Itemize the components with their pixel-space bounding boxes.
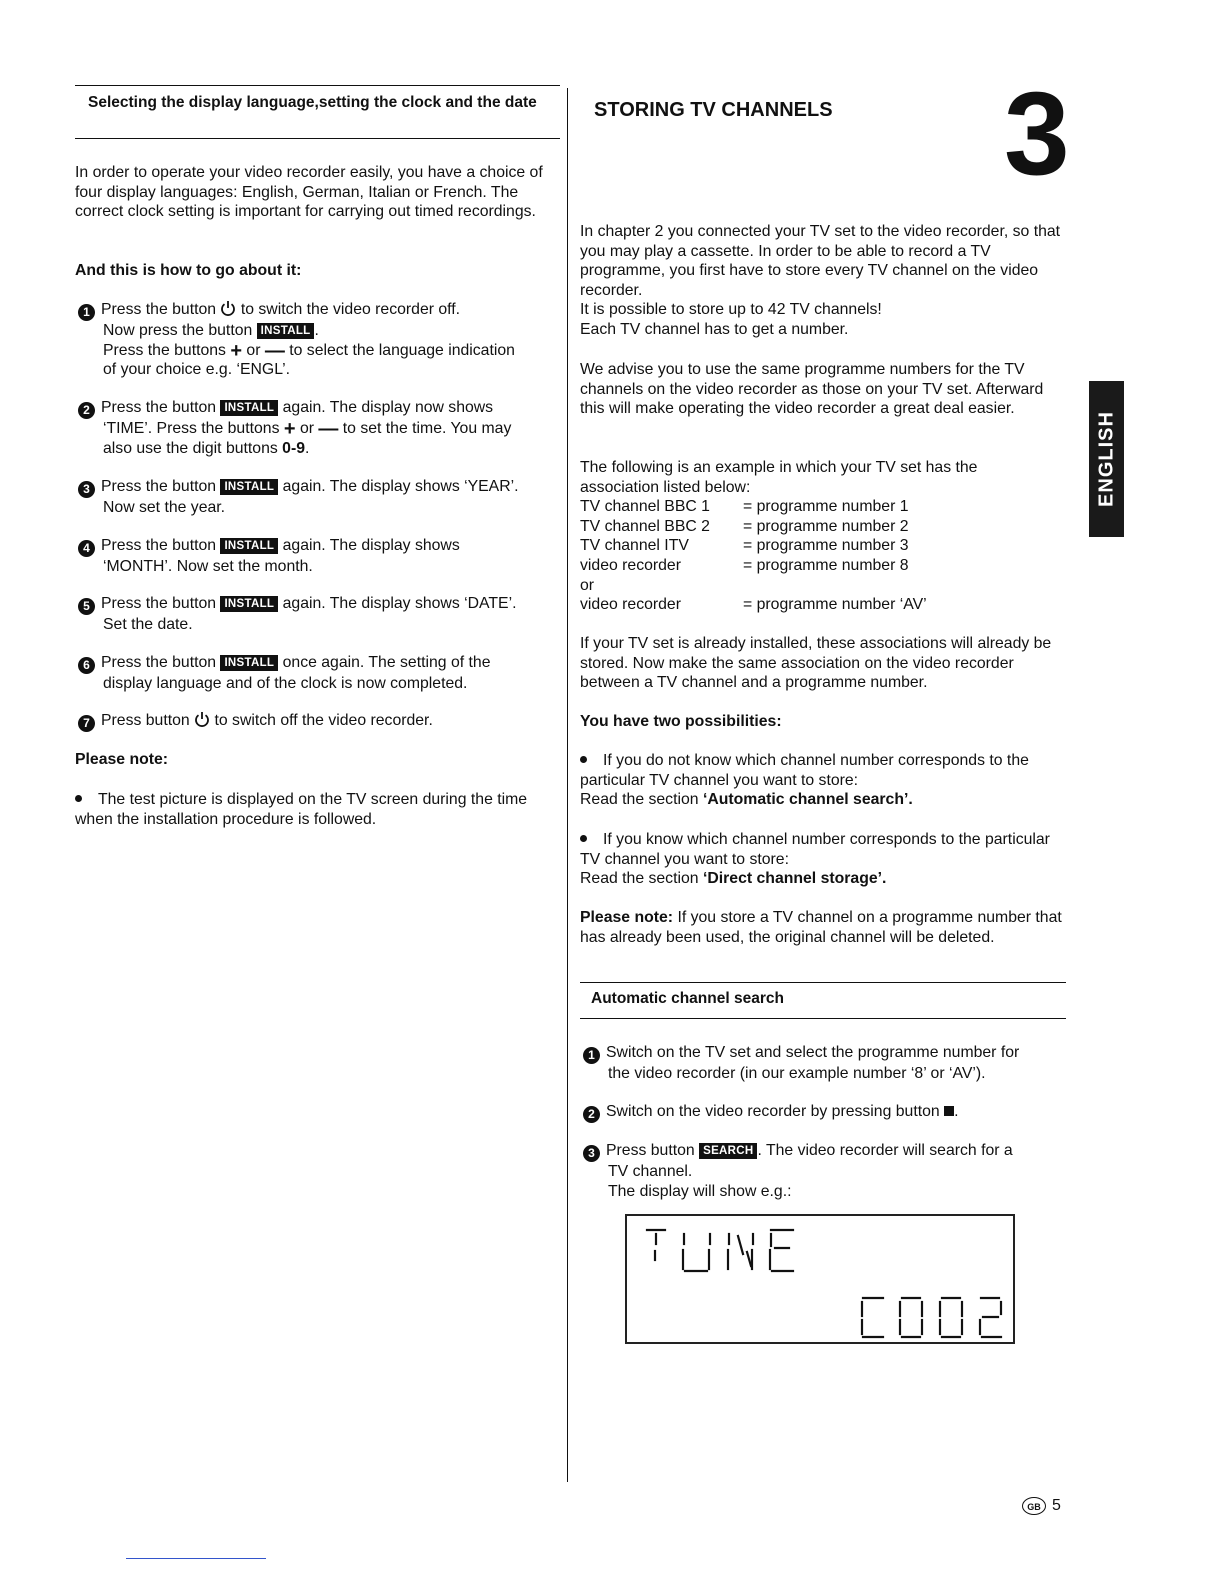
left-intro: In order to operate your video recorder easily, you have a choice of four display languages: English, German, Italian or French. The correct clock setting is important for carrying out timed recordings. [75, 164, 543, 221]
auto-section-bottom-rule [580, 1018, 1066, 1019]
power-icon [194, 711, 210, 728]
auto-step-2: 2 Switch on the video recorder by pressing button . [583, 1102, 1073, 1123]
association-row: TV channel BBC 2 = programme number 2 [580, 517, 909, 535]
right-please-note: Please note: If you store a TV channel on a programme number that has already been used, the original channel will be deleted. [580, 909, 1062, 946]
association-row: TV channel BBC 1 = programme number 1 [580, 498, 909, 516]
left-note-title: Please note: [75, 751, 169, 768]
association-block: The following is an example in which your TV set has the association listed below: TV channel BBC 1 = programme number 1 TV channel BBC 2 = programme number 2 TV channel ITV = programme number 3 video recorder = programme number 8 or video recorder = programme number ‘AV’ [580, 458, 1060, 615]
search-key: SEARCH [699, 1143, 757, 1159]
country-badge: GB [1022, 1497, 1046, 1515]
step-number-3: 3 [583, 1145, 600, 1162]
step-number-5: 5 [78, 598, 95, 615]
vcr-display [625, 1214, 1015, 1344]
association-row: video recorder = programme number 8 [580, 556, 909, 574]
power-icon [220, 300, 236, 317]
minus-key: — [318, 418, 339, 440]
step-number-7: 7 [78, 715, 95, 732]
right-installed-note: If your TV set is already installed, these associations will already be stored. Now make the same association on the video recorder between a TV channel and a programme number. [580, 635, 1052, 692]
plus-key: + [230, 339, 243, 362]
right-title: STORING TV CHANNELS [594, 99, 833, 121]
page-number: 5 [1052, 1497, 1061, 1514]
display-line-1 [647, 1230, 793, 1271]
auto-step-3: 3 Press button SEARCH . The video recorder will search for a TV channel. The display will show e.g.: [583, 1141, 1073, 1201]
right-intro: In chapter 2 you connected your TV set to the video recorder, so that you may play a cassette. In order to be able to record a TV programme, you first have to store every TV channel on the video recorder. It is possible to store up to 42 TV channels! Each TV channel has to get a number. [580, 223, 1061, 338]
auto-section-top-rule [580, 982, 1066, 983]
association-row: TV channel ITV = programme number 3 [580, 537, 909, 555]
option-direct: If you know which channel number corresponds to the particular TV channel you want to store: Read the section ‘Direct channel storage’. [580, 831, 1050, 888]
bullet-icon [580, 756, 587, 763]
step-number-4: 4 [78, 540, 95, 557]
left-section-top-rule [75, 85, 560, 86]
bottom-link-line [126, 1558, 266, 1559]
language-tab-label: ENGLISH [1095, 411, 1117, 507]
left-step-5: 5 Press the button INSTALL again. The display shows ‘DATE’. Set the date. [78, 594, 568, 635]
step-number-6: 6 [78, 657, 95, 674]
plus-key: + [283, 418, 296, 440]
left-howto: And this is how to go about it: [75, 262, 302, 279]
step-number-3: 3 [78, 481, 95, 498]
option-automatic: If you do not know which channel number corresponds to the particular TV channel you want to store: Read the section ‘Automatic channel search’. [580, 752, 1029, 809]
language-tab [1089, 381, 1124, 537]
left-note: The test picture is displayed on the TV screen during the time when the installation procedure is followed. [75, 791, 528, 828]
left-step-3: 3 Press the button INSTALL again. The display shows ‘YEAR’. Now set the year. [78, 477, 568, 518]
auto-step-1: 1 Switch on the TV set and select the programme number for the video recorder (in our example number ‘8’ or ‘AV’). [583, 1043, 1073, 1084]
display-line-2 [862, 1298, 1001, 1337]
install-key: INSTALL [220, 596, 278, 612]
install-key: INSTALL [220, 655, 278, 671]
step-number-1: 1 [78, 304, 95, 321]
install-key: INSTALL [220, 400, 278, 416]
association-row: video recorder = programme number ‘AV’ [580, 596, 927, 614]
left-step-6: 6 Press the button INSTALL once again. The setting of the display language and of the clock is now completed. [78, 653, 568, 694]
possibilities-heading: You have two possibilities: [580, 713, 782, 730]
bullet-icon [580, 835, 587, 842]
install-key: INSTALL [220, 538, 278, 554]
install-key: INSTALL [257, 323, 315, 339]
left-step-1: 1 Press the button to switch the video recorder off. Now press the button INSTALL . Press the buttons + or — to select the language indication of your choice e.g. ‘ENGL’. [78, 300, 568, 380]
auto-section-title: Automatic channel search [591, 990, 784, 1007]
column-divider [567, 88, 568, 1482]
stop-icon [944, 1106, 954, 1116]
page-footer [1022, 1497, 1061, 1515]
bullet-icon [75, 795, 82, 802]
left-section-title: Selecting the display language,setting the clock and the date [88, 94, 537, 111]
step-number-1: 1 [583, 1047, 600, 1064]
display-segments [627, 1216, 1013, 1342]
association-row: or [580, 576, 595, 594]
left-step-7: 7 Press button to switch off the video recorder. [78, 711, 568, 732]
step-number-2: 2 [78, 402, 95, 419]
minus-key: — [264, 339, 285, 362]
left-section-bottom-rule [75, 138, 560, 139]
left-step-2: 2 Press the button INSTALL again. The display now shows ‘TIME’. Press the buttons + or — to set the time. You may also use the digit buttons 0-9. [78, 398, 568, 458]
step-number-2: 2 [583, 1106, 600, 1123]
chapter-number: 3 [1004, 68, 1068, 200]
left-step-4: 4 Press the button INSTALL again. The display shows ‘MONTH’. Now set the month. [78, 536, 568, 577]
install-key: INSTALL [220, 479, 278, 495]
right-advice: We advise you to use the same programme numbers for the TV channels on the video recorder as those on your TV set. Afterward this will make operating the video recorder a great deal easier. [580, 361, 1044, 418]
